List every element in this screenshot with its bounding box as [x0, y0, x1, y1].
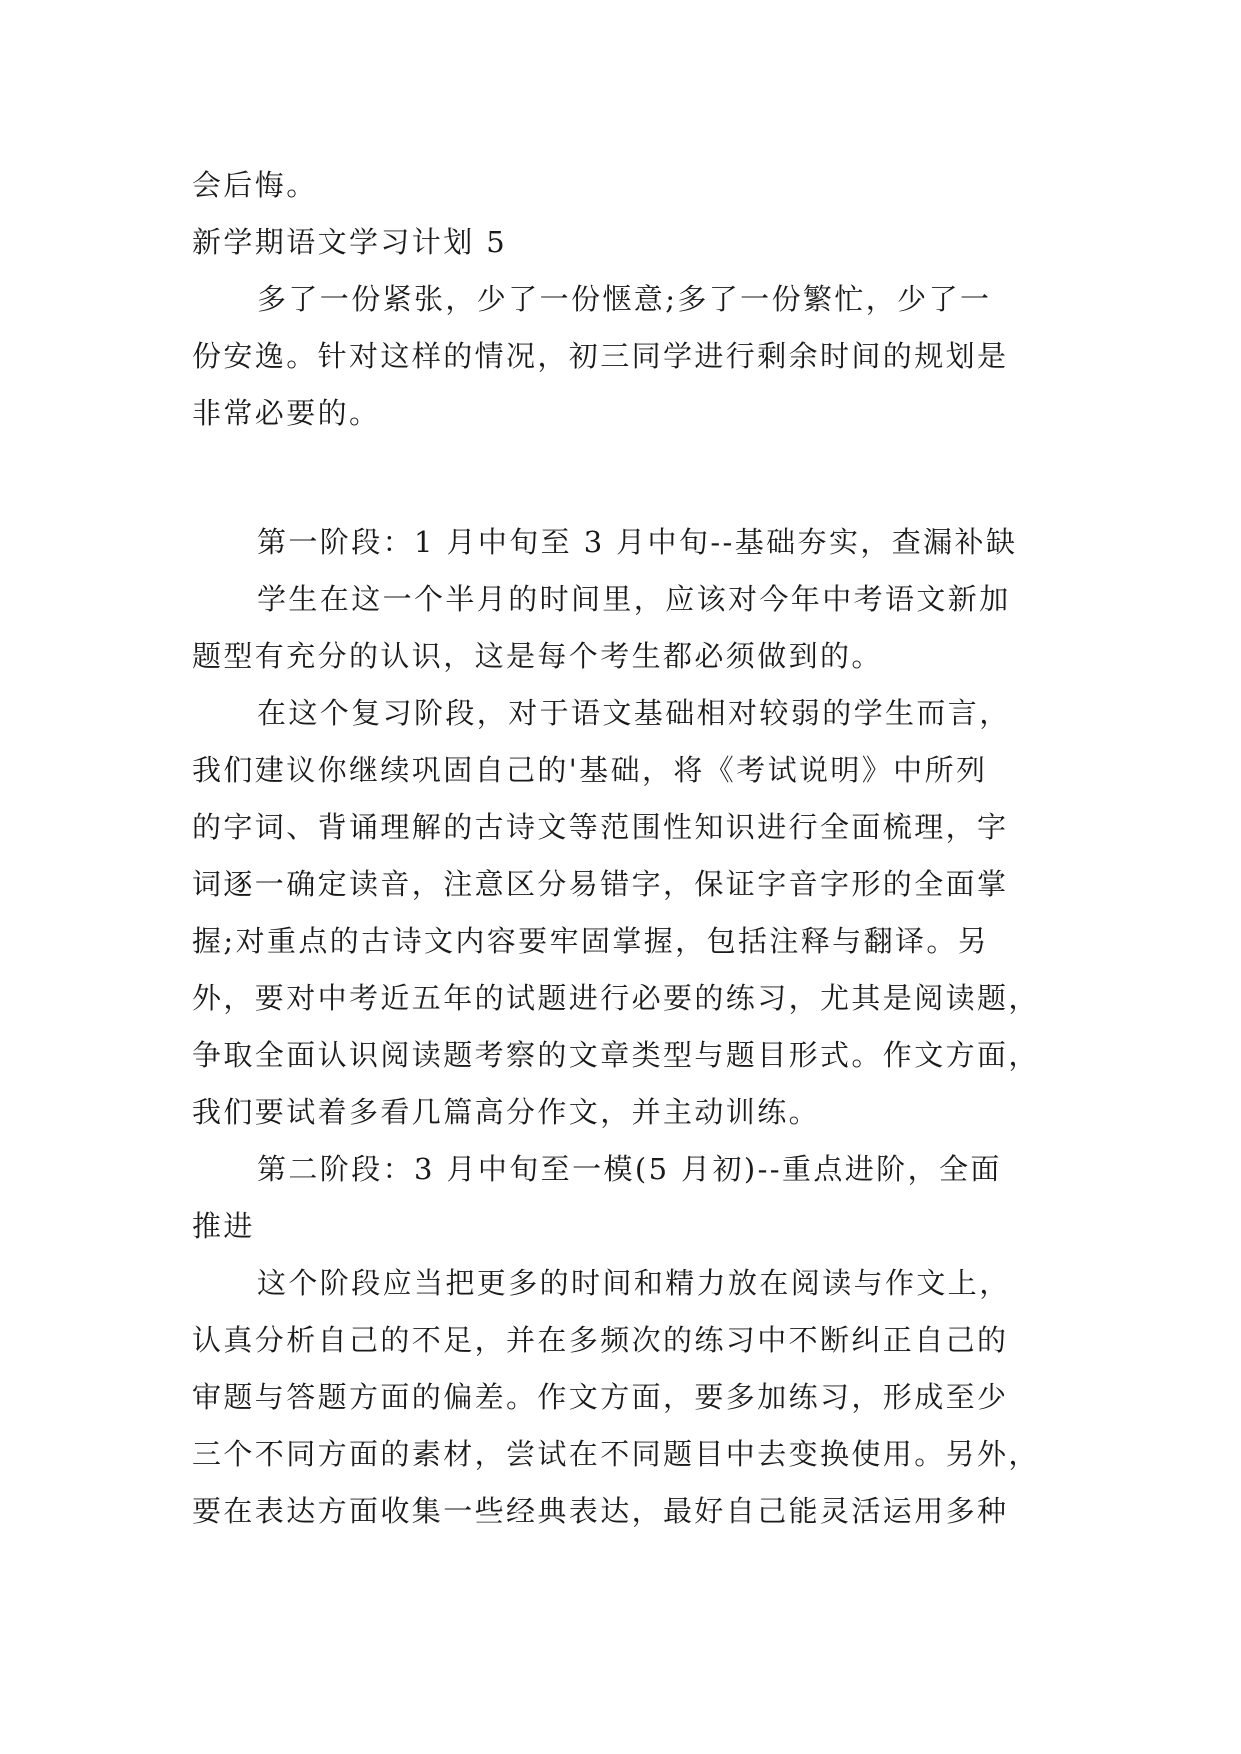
text-line: 审题与答题方面的偏差。作文方面，要多加练习，形成至少: [192, 1380, 1009, 1414]
text-line: 我们建议你继续巩固自己的'基础，将《考试说明》中所列: [192, 753, 988, 787]
document-body: [192, 157, 1062, 1540]
text-line: 这个阶段应当把更多的时间和精力放在阅读与作文上，: [257, 1266, 1011, 1300]
text-line: 争取全面认识阅读题考察的文章类型与题目形式。作文方面，: [192, 1038, 1040, 1072]
text-line: 词逐一确定读音，注意区分易错字，保证字音字形的全面掌: [192, 867, 1009, 901]
text-line: 份安逸。针对这样的情况，初三同学进行剩余时间的规划是: [192, 339, 1009, 373]
text-line: 外，要对中考近五年的试题进行必要的练习，尤其是阅读题，: [192, 981, 1040, 1015]
text-line: 认真分析自己的不足，并在多频次的练习中不断纠正自己的: [192, 1323, 1009, 1357]
text-line: 会后悔。: [192, 168, 318, 202]
text-line: 第一阶段：1 月中旬至 3 月中旬--基础夯实，查漏补缺: [257, 525, 1018, 559]
text-line: 推进: [192, 1209, 255, 1243]
blank-line: [192, 442, 1062, 514]
text-line: 我们要试着多看几篇高分作文，并主动训练。: [192, 1095, 821, 1129]
text-line: 在这个复习阶段，对于语文基础相对较弱的学生而言，: [257, 696, 1011, 730]
text-line: 握;对重点的古诗文内容要牢固掌握，包括注释与翻译。另: [192, 924, 990, 958]
text-line: 非常必要的。: [192, 396, 381, 430]
text-line: 学生在这一个半月的时间里，应该对今年中考语文新加: [257, 582, 1011, 616]
text-line: 第二阶段：3 月中旬至一模(5 月初)--重点进阶，全面: [257, 1152, 1002, 1186]
section-heading: 新学期语文学习计划 5: [192, 225, 508, 259]
text-line: 多了一份紧张，少了一份惬意;多了一份繁忙，少了一: [257, 282, 992, 316]
text-line: 要在表达方面收集一些经典表达，最好自己能灵活运用多种: [192, 1494, 1009, 1528]
text-line: 三个不同方面的素材，尝试在不同题目中去变换使用。另外，: [192, 1437, 1040, 1471]
text-line: 的字词、背诵理解的古诗文等范围性知识进行全面梳理，字: [192, 810, 1009, 844]
text-line: 题型有充分的认识，这是每个考生都必须做到的。: [192, 639, 883, 673]
